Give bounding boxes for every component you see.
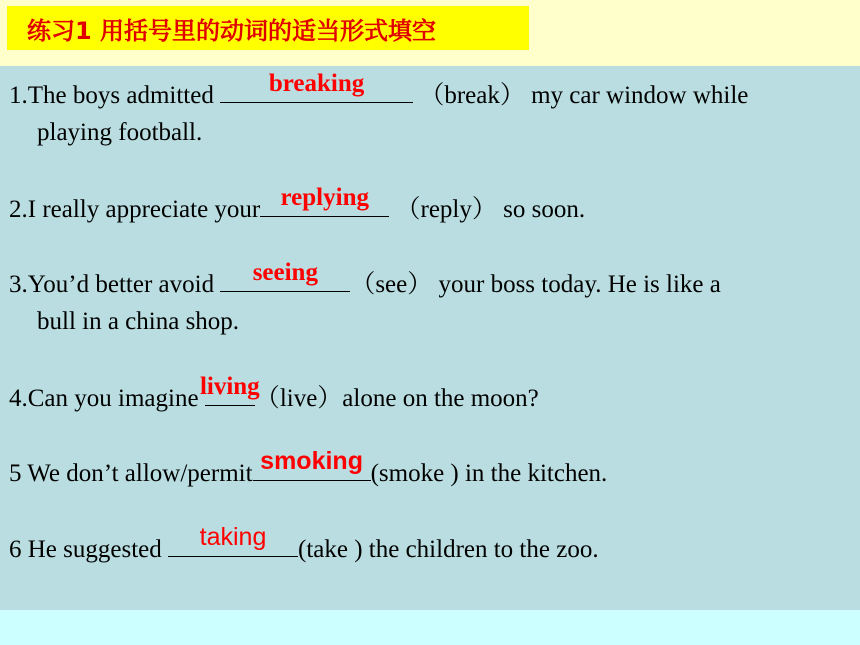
answer-blank <box>220 259 350 292</box>
item-text-before: 5 We don’t allow/permit <box>9 460 253 487</box>
answer-text: taking <box>199 523 267 551</box>
exercise-item-1-continuation: playing football. <box>37 119 203 146</box>
answer-text: replying <box>280 184 369 211</box>
exercise-item-6 <box>9 523 599 565</box>
answer-blank <box>220 70 413 103</box>
answer-blank <box>168 523 298 557</box>
item-text-after: (take ) the children to the zoo. <box>298 536 599 563</box>
answer-blank <box>260 184 389 217</box>
exercise-item-1 <box>9 70 749 111</box>
answer-text: smoking <box>260 447 363 475</box>
page-title: 练习1 用括号里的动词的适当形式填空 <box>27 16 437 45</box>
item-text-after: （break） my car window while <box>413 82 749 109</box>
exercise-item-3-continuation: bull in a china shop. <box>37 308 240 335</box>
exercise-item-3 <box>9 259 721 300</box>
item-text-before: 4.Can you imagine <box>9 385 205 412</box>
item-text-after: (smoke ) in the kitchen. <box>370 460 608 487</box>
answer-blank <box>253 447 371 481</box>
item-text-after: （live）alone on the moon? <box>254 385 539 412</box>
item-text-before: 1.The boys admitted <box>9 82 221 109</box>
exercise-item-5 <box>9 447 608 489</box>
exercise-item-4 <box>9 373 539 414</box>
answer-text: breaking <box>268 70 365 97</box>
title-box <box>7 6 529 50</box>
item-text-before: 3.You’d better avoid <box>9 271 221 298</box>
item-text-before: 6 He suggested <box>9 536 168 563</box>
exercise-item-2 <box>9 184 586 225</box>
item-text-after: （reply） so soon. <box>389 196 586 223</box>
answer-text: seeing <box>252 259 318 286</box>
answer-blank <box>199 373 260 406</box>
item-text-after: （see） your boss today. He is like a <box>350 271 721 298</box>
answer-text: living <box>199 373 260 400</box>
item-text-before: 2.I really appreciate your <box>9 196 261 223</box>
